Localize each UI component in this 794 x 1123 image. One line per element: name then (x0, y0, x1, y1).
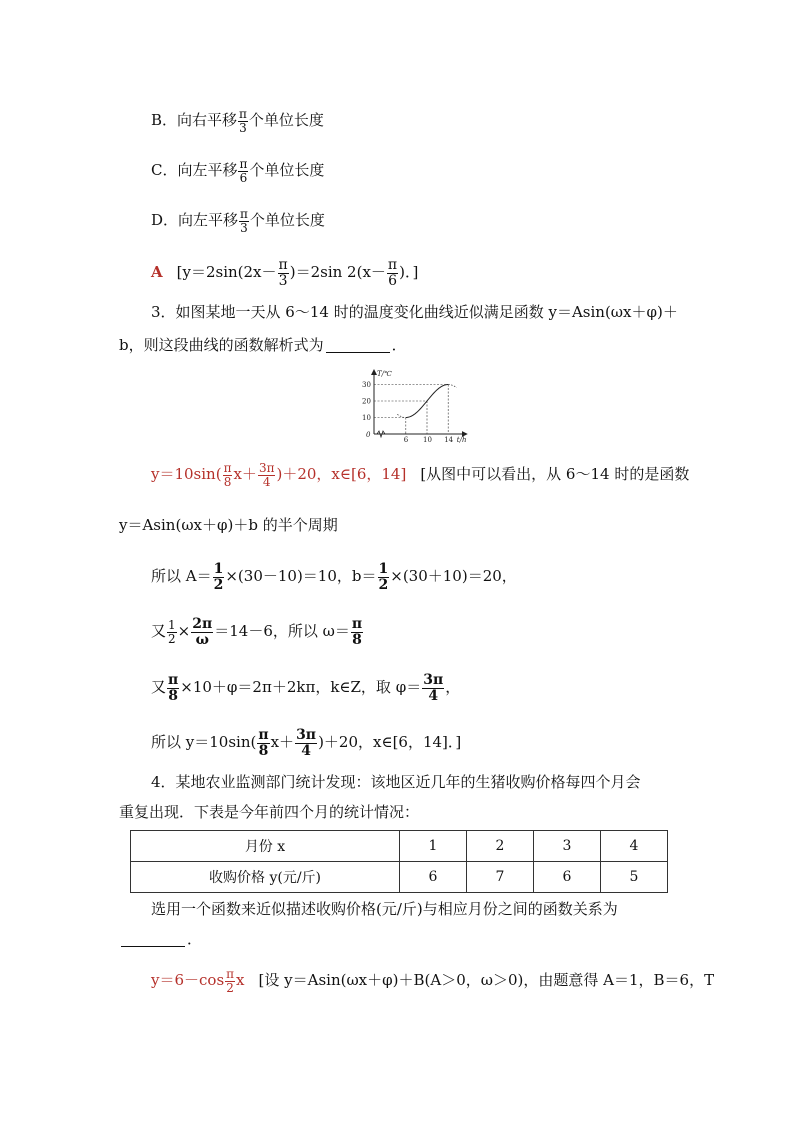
chart-layer (362, 370, 467, 444)
y-tick-label: 30 (362, 381, 371, 389)
table-cell: 6 (534, 862, 601, 893)
y-axis-label: T/℃ (377, 370, 392, 378)
step-text: ， (445, 678, 461, 697)
numerator: 3π (423, 672, 444, 688)
step-text: ＝14－6，所以 ω＝ (214, 622, 350, 641)
numerator: 3π (296, 727, 317, 743)
question-4-line-4 (119, 932, 202, 947)
fraction (213, 562, 225, 592)
temperature-chart (352, 366, 474, 444)
table-cell: 2 (467, 831, 534, 862)
numerator: π (239, 107, 247, 121)
fraction (238, 108, 248, 134)
answer-3-line-1 (151, 462, 689, 488)
option-d-suffix: 个单位长度 (249, 211, 325, 230)
step-text: )＋20，x∈[6，14]．] (318, 733, 462, 752)
question-4-line-3: 选用一个函数来近似描述收购价格(元/斤)与相应月份之间的函数关系为 (151, 900, 618, 918)
answer-letter: A (151, 263, 163, 282)
fraction (238, 158, 248, 184)
fraction (422, 673, 444, 703)
numerator: 1 (168, 618, 176, 633)
numerator: 3π (258, 461, 275, 475)
answer-2-text-a: [y＝2sin(2x－ (176, 263, 277, 282)
option-c (151, 158, 324, 184)
table-cell: 6 (400, 862, 467, 893)
option-b-suffix: 个单位长度 (248, 111, 324, 130)
curve-extension-right (448, 385, 456, 388)
answer-3-step-1 (151, 562, 517, 592)
numerator: π (240, 207, 248, 221)
answer-blank (326, 351, 390, 353)
answer-3-step-3 (151, 673, 460, 703)
fraction (351, 617, 363, 647)
denominator: 6 (388, 272, 397, 289)
y-tick-label: 20 (362, 397, 371, 406)
denominator: 6 (239, 170, 248, 185)
question-3-text: b，则这段曲线的函数解析式为 (119, 336, 324, 354)
denominator: 2 (213, 576, 224, 593)
answer-3-text-a: y＝10sin( (151, 465, 222, 484)
answer-4-explanation: [设 y＝Asin(ωx＋φ)＋B(A＞0，ω＞0)，由题意得 A＝1，B＝6，T (258, 971, 715, 990)
table-cell: 收购价格 y(元/斤) (131, 862, 400, 893)
fraction (258, 462, 276, 488)
fraction (378, 562, 390, 592)
answer-2 (151, 258, 418, 288)
answer-3-text-c: )＋20，x∈[6，14] (276, 465, 407, 484)
table-row (131, 831, 668, 862)
question-3-end: ． (391, 336, 407, 354)
option-b-text: B．向右平移 (151, 111, 238, 130)
answer-4-text-b: x (236, 971, 245, 990)
question-4-end: ． (187, 930, 203, 948)
answer-3-line-2: y＝Asin(ωx＋φ)＋b 的半个周期 (119, 516, 338, 534)
numerator: 2π (192, 616, 213, 632)
curve-extension-left (397, 414, 405, 417)
question-4-line-1: 4．某地农业监测部门统计发现：该地区近几年的生猪收购价格每四个月会 (151, 773, 641, 791)
denominator: 8 (223, 474, 232, 489)
fraction (191, 617, 213, 647)
denominator: 3 (239, 120, 247, 135)
denominator: 8 (258, 742, 269, 759)
y-tick-label: 10 (362, 414, 371, 422)
table-cell: 月份 x (131, 831, 400, 862)
step-text: 又 (151, 678, 167, 697)
question-3-line-2 (119, 338, 407, 353)
numerator: π (278, 257, 288, 273)
fraction (387, 258, 398, 288)
answer-2-text-c: )．] (399, 263, 419, 282)
numerator: π (258, 727, 269, 743)
origin-label: 0 (366, 431, 371, 439)
fraction (278, 258, 289, 288)
answer-4-text-a: y＝6－cos (151, 971, 225, 990)
table-cell: 4 (601, 831, 668, 862)
denominator: 4 (428, 687, 439, 704)
x-tick-label: 6 (403, 436, 409, 444)
denominator: 8 (168, 687, 179, 704)
step-text: ×10＋φ＝2π＋2kπ，k∈Z，取 φ＝ (180, 678, 422, 697)
answer-blank (121, 945, 185, 947)
answer-3-explanation: [从图中可以看出，从 6～14 时的是函数 (420, 465, 690, 484)
answer-2-text-b: )＝2sin 2(x－ (289, 263, 386, 282)
step-text: x＋ (270, 733, 295, 752)
numerator: π (223, 461, 232, 475)
numerator: π (387, 257, 398, 273)
option-d-text: D．向左平移 (151, 211, 239, 230)
option-c-text: C．向左平移 (151, 161, 238, 180)
answer-4 (151, 968, 714, 994)
step-text: ×(30＋10)＝20， (390, 567, 517, 586)
fraction (295, 728, 317, 758)
numerator: π (168, 672, 179, 688)
denominator: 4 (262, 474, 271, 489)
answer-3-step-4 (151, 728, 461, 758)
step-text: ×(30－10)＝10，b＝ (225, 567, 377, 586)
table-cell: 3 (534, 831, 601, 862)
step-text: 又 (151, 622, 167, 641)
denominator: ω (195, 631, 209, 648)
step-text: × (177, 622, 191, 641)
denominator: 4 (301, 742, 311, 759)
answer-3-text-b: x＋ (233, 465, 257, 484)
denominator: 2 (378, 576, 389, 593)
fraction (167, 619, 177, 645)
table-cell: 5 (601, 862, 668, 893)
fraction (225, 968, 235, 994)
price-table (130, 830, 668, 893)
question-3-line-1: 3．如图某地一天从 6～14 时的温度变化曲线近似满足函数 y＝Asin(ωx＋φ)＋ (151, 303, 678, 321)
option-c-suffix: 个单位长度 (249, 161, 325, 180)
table-cell: 1 (400, 831, 467, 862)
fraction (257, 728, 269, 758)
numerator: π (351, 616, 363, 632)
option-b (151, 108, 324, 134)
denominator: 8 (352, 631, 362, 648)
numerator: 1 (378, 561, 389, 577)
x-tick-label: 14 (444, 436, 454, 444)
numerator: π (239, 157, 248, 171)
option-d (151, 208, 325, 234)
fraction (223, 462, 233, 488)
numerator: 1 (213, 561, 224, 577)
question-4-line-2: 重复出现．下表是今年前四个月的统计情况： (119, 803, 420, 821)
numerator: π (226, 967, 235, 981)
x-tick-label: 10 (423, 436, 432, 444)
answer-3-step-2 (151, 617, 364, 647)
fraction (167, 673, 179, 703)
x-axis-label: t/h (456, 436, 467, 444)
denominator: 2 (168, 631, 176, 646)
denominator: 3 (278, 272, 288, 289)
denominator: 2 (226, 980, 234, 995)
fraction (239, 208, 249, 234)
denominator: 3 (240, 220, 248, 235)
step-text: 所以 A＝ (151, 567, 212, 586)
table-cell: 7 (467, 862, 534, 893)
step-text: 所以 y＝10sin( (151, 733, 257, 752)
table-row (131, 862, 668, 893)
